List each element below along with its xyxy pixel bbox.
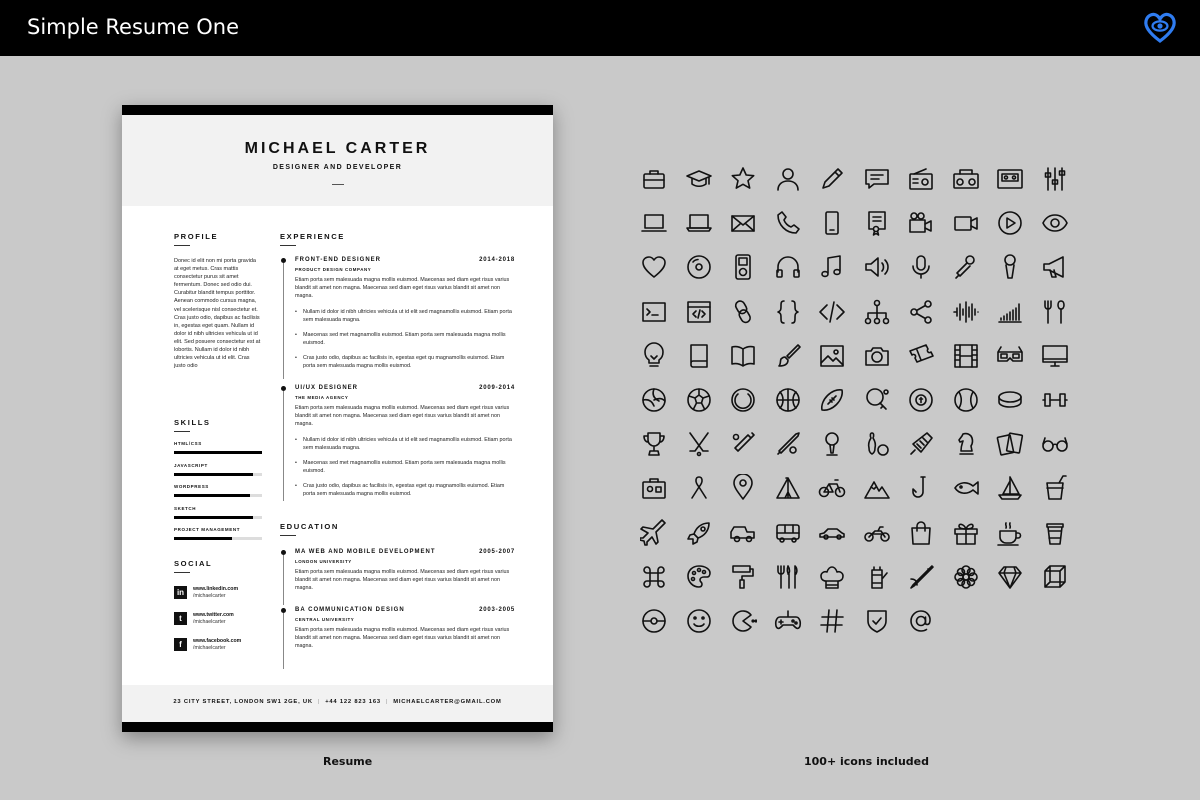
cassette-icon xyxy=(996,165,1024,193)
education-school: CENTRAL UNIVERSITY xyxy=(295,617,355,622)
camera-icon xyxy=(863,342,891,370)
jeep-icon xyxy=(729,519,757,547)
email: MICHAELCARTER@GMAIL.COM xyxy=(393,699,502,705)
page-title: Simple Resume One xyxy=(27,15,240,39)
header-divider xyxy=(332,184,344,185)
hashtag-icon xyxy=(818,607,846,635)
job-summary: Etiam porta sem malesuada magna mollis euismod. Maecenas sed diam eget risus varius blandit sit amet non magna. Maecenas sed diam eget risus varius blandit sit amet non magna. xyxy=(295,277,510,299)
gift-icon xyxy=(952,519,980,547)
cricket-icon xyxy=(729,430,757,458)
laptop-open-icon xyxy=(685,209,713,237)
job-bullet: • Nullam id dolor id nibh ultricies vehicula ut id elit sed magnamollis euismod. Etiam porta sem malesuada magna. xyxy=(295,437,515,453)
trophy-icon xyxy=(640,430,668,458)
phone: +44 122 823 163 xyxy=(325,699,381,705)
timeline-line xyxy=(283,555,284,605)
skill-name: SKETCH xyxy=(174,505,197,511)
link-icon xyxy=(729,298,757,326)
facebook-icon: f xyxy=(174,638,187,651)
top-rule xyxy=(122,105,553,115)
skill-bar xyxy=(174,537,262,540)
chef-hat-icon xyxy=(818,563,846,591)
cube-icon xyxy=(1041,563,1069,591)
job-bullet: • Maecenas sed met magnamollis euismod. Etiam porta sem malesuada magna mollis euismod. xyxy=(295,460,515,476)
radio-icon xyxy=(907,165,935,193)
sailboat-icon xyxy=(996,474,1024,502)
fish-icon xyxy=(952,474,980,502)
skill-name: WORDPRESS xyxy=(174,484,209,489)
education-text: Etiam porta sem malesuada magna mollis euismod. Maecenas sed diam eget risus varius blandit sit amet non magna. Maecenas sed diam eget risus varius blandit sit amet non magna. xyxy=(295,569,510,591)
skill-bar-fill xyxy=(174,516,253,519)
job-summary: Etiam porta sem malesuada magna mollis euismod. Maecenas sed diam eget risus varius blandit sit amet non magna. Maecenas sed diam eget risus varius blandit sit amet non magna. xyxy=(295,405,510,427)
profile-heading: PROFILE xyxy=(174,232,219,241)
cocktail-icon xyxy=(1041,474,1069,502)
video-camera-icon xyxy=(907,209,935,237)
cd-icon xyxy=(685,253,713,281)
playing-cards-icon xyxy=(996,430,1024,458)
diamond-icon xyxy=(996,563,1024,591)
education-text: Etiam porta sem malesuada magna mollis euismod. Maecenas sed diam eget risus varius blandit sit amet non magna. Maecenas sed diam eget risus varius blandit sit amet non magna. xyxy=(295,627,510,649)
skills-rule xyxy=(174,431,190,432)
image-icon xyxy=(818,342,846,370)
profile-rule xyxy=(174,245,190,246)
paint-roller-icon xyxy=(729,563,757,591)
sliders-icon xyxy=(1041,165,1069,193)
speaker-icon xyxy=(863,253,891,281)
suitcase-icon xyxy=(640,474,668,502)
3d-glasses-icon xyxy=(996,342,1024,370)
education-school: LONDON UNIVERSITY xyxy=(295,559,352,564)
chat-icon xyxy=(863,165,891,193)
chess-knight-icon xyxy=(952,430,980,458)
skill-name: PROJECT MANAGEMENT xyxy=(174,527,241,532)
education-dates: 2003-2005 xyxy=(479,607,515,613)
motorcycle-icon xyxy=(863,519,891,547)
resume-page xyxy=(122,105,553,732)
resume-name: MICHAEL CARTER xyxy=(244,140,431,157)
mountains-icon xyxy=(863,474,891,502)
skills-heading: SKILLS xyxy=(174,418,211,427)
skill-bar xyxy=(174,494,262,497)
cutlery-icon xyxy=(774,563,802,591)
job-bullet: • Cras justo odio, dapibus ac facilisis in, egestas eget qu magnamollis euismod. Etiam porta sem malesuada magna mollis euismod. xyxy=(295,483,515,499)
baseball-bat-icon xyxy=(774,430,802,458)
education-title: BA COMMUNICATION DESIGN xyxy=(295,607,405,613)
microphone-icon xyxy=(907,253,935,281)
megaphone-icon xyxy=(1041,253,1069,281)
resume-footer xyxy=(122,685,553,722)
car-icon xyxy=(818,519,846,547)
tent-icon xyxy=(774,474,802,502)
smartphone-icon xyxy=(818,209,846,237)
social-site: www.linkedin.com xyxy=(193,586,239,592)
timeline-line xyxy=(283,263,284,379)
hockey-puck-icon xyxy=(996,386,1024,414)
social-handle: /michaelcarter xyxy=(193,593,226,599)
linkedin-icon: in xyxy=(174,586,187,599)
basketball-icon xyxy=(774,386,802,414)
icon-grid xyxy=(640,165,1080,645)
envelope-icon xyxy=(729,209,757,237)
tennis-ball-icon xyxy=(729,386,757,414)
skill-bar-fill xyxy=(174,473,253,476)
skill-bar-fill xyxy=(174,494,250,497)
address: 23 CITY STREET, LONDON SW1 2GE, UK xyxy=(173,699,313,705)
sitemap-icon xyxy=(863,298,891,326)
ipod-icon xyxy=(729,253,757,281)
contact-line: 23 CITY STREET, LONDON SW1 2GE, UK | +44 122 823 163 | MICHAELCARTER@GMAIL.COM xyxy=(173,699,502,705)
job-bullet: • Nullam id dolor id nibh ultricies vehicula ut id elit sed magnamollis euismod. Etiam porta sem malesuada magna. xyxy=(295,309,515,325)
job-company: PRODUCT DESIGN COMPANY xyxy=(295,267,372,272)
bowling-icon xyxy=(863,430,891,458)
social-heading: SOCIAL xyxy=(174,559,213,568)
needle-icon xyxy=(907,563,935,591)
bottom-rule xyxy=(122,722,553,732)
timeline-line xyxy=(283,613,284,669)
skill-name: HTML/CSS xyxy=(174,441,202,446)
social-site: www.facebook.com xyxy=(193,638,242,644)
share-icon xyxy=(907,298,935,326)
job-dates: 2009-2014 xyxy=(479,385,515,391)
star-icon xyxy=(729,165,757,193)
heart-eye-logo-icon xyxy=(1142,10,1178,46)
book-icon xyxy=(685,342,713,370)
golf-icon xyxy=(818,430,846,458)
tools-icon xyxy=(1041,298,1069,326)
camcorder-icon xyxy=(952,209,980,237)
music-note-icon xyxy=(818,253,846,281)
eye-icon xyxy=(1041,209,1069,237)
bar-signal-icon xyxy=(996,298,1024,326)
sewing-icon xyxy=(863,563,891,591)
experience-rule xyxy=(280,245,296,246)
profile-text: Donec id elit non mi porta gravida at eget metus. Cras mattis consectetur purus sit amet fermentum. Donec sed odio dui. Curabitur blandit tempus porttitor. Aenean commodo cursus magna, vel scelerisque nisl consectetur et. Cras justo odio, dapibus ac facilisis in, egestas eget quam. Nullam id dolor id nibh ultricies vehicula ut id elit. Sed posuere consectetur est at lobortis. Nullam id dolor id nibh ultricies vehicula ut id elit. Cras justo odio xyxy=(174,258,261,370)
social-handle: /michaelcarter xyxy=(193,645,226,651)
job-title: UI/UX DESIGNER xyxy=(295,385,359,391)
map-pin-icon xyxy=(729,474,757,502)
graduation-cap-icon xyxy=(685,165,713,193)
mic-stand-icon xyxy=(952,253,980,281)
user-icon xyxy=(774,165,802,193)
job-title: FRONT-END DESIGNER xyxy=(295,257,382,263)
resume-caption: Resume xyxy=(323,755,373,768)
heart-icon xyxy=(640,253,668,281)
lightbulb-icon xyxy=(640,342,668,370)
play-icon xyxy=(996,209,1024,237)
film-strip-icon xyxy=(952,342,980,370)
ping-pong-icon xyxy=(863,386,891,414)
laptop-icon xyxy=(640,209,668,237)
at-sign-icon xyxy=(907,607,935,635)
phone-icon xyxy=(774,209,802,237)
social-item xyxy=(174,586,274,600)
baseball-icon xyxy=(952,386,980,414)
certificate-icon xyxy=(863,209,891,237)
command-icon xyxy=(640,563,668,591)
headphones-icon xyxy=(774,253,802,281)
gamepad-icon xyxy=(774,607,802,635)
job-company: THE MEDIA AGENCY xyxy=(295,395,349,400)
coffee-cup-icon xyxy=(996,519,1024,547)
curly-braces-icon xyxy=(774,298,802,326)
job-bullet: • Cras justo odio, dapibus ac facilisis in, egestas eget qu magnamollis euismod. Etiam porta sem malesuada magna mollis euismod. xyxy=(295,355,515,371)
top-bar xyxy=(0,0,1200,56)
briefcase-icon xyxy=(640,165,668,193)
social-handle: /michaelcarter xyxy=(193,619,226,625)
takeaway-cup-icon xyxy=(1041,519,1069,547)
volleyball-icon xyxy=(640,386,668,414)
education-heading: EDUCATION xyxy=(280,522,339,531)
job-dates: 2014-2018 xyxy=(479,257,515,263)
football-icon xyxy=(818,386,846,414)
resume-header xyxy=(122,115,553,206)
social-site: www.twitter.com xyxy=(193,612,234,618)
shield-icon xyxy=(863,607,891,635)
airplane-icon xyxy=(640,519,668,547)
icons-caption: 100+ icons included xyxy=(804,755,929,768)
boombox-icon xyxy=(952,165,980,193)
hockey-sticks-icon xyxy=(685,430,713,458)
skill-bar-fill xyxy=(174,537,232,540)
ticket-icon xyxy=(907,342,935,370)
skill-bar xyxy=(174,451,262,454)
social-rule xyxy=(174,572,190,573)
pokeball-icon xyxy=(640,607,668,635)
pacman-icon xyxy=(729,607,757,635)
flower-icon xyxy=(952,563,980,591)
education-dates: 2005-2007 xyxy=(479,549,515,555)
rocket-icon xyxy=(685,519,713,547)
handheld-mic-icon xyxy=(996,253,1024,281)
billiard-ball-icon xyxy=(907,386,935,414)
monitor-icon xyxy=(1041,342,1069,370)
skill-bar xyxy=(174,473,262,476)
dumbbell-icon xyxy=(1041,386,1069,414)
skill-bar xyxy=(174,516,262,519)
terminal-icon xyxy=(640,298,668,326)
job-bullet: • Maecenas sed met magnamollis euismod. Etiam porta sem malesuada magna mollis euismod. xyxy=(295,332,515,348)
glasses-icon xyxy=(1041,430,1069,458)
ribbon-icon xyxy=(685,474,713,502)
open-book-icon xyxy=(729,342,757,370)
code-icon xyxy=(818,298,846,326)
shuttlecock-icon xyxy=(907,430,935,458)
pencil-icon xyxy=(818,165,846,193)
social-item xyxy=(174,638,274,652)
education-rule xyxy=(280,535,296,536)
timeline-line xyxy=(283,391,284,501)
skill-bar-fill xyxy=(174,451,262,454)
bus-icon xyxy=(774,519,802,547)
twitter-icon: t xyxy=(174,612,187,625)
palette-icon xyxy=(685,563,713,591)
education-title: MA WEB AND MOBILE DEVELOPMENT xyxy=(295,549,436,555)
soccer-ball-icon xyxy=(685,386,713,414)
paint-brush-icon xyxy=(774,342,802,370)
fish-hook-icon xyxy=(907,474,935,502)
shopping-bag-icon xyxy=(907,519,935,547)
sound-wave-icon xyxy=(952,298,980,326)
social-item xyxy=(174,612,274,626)
experience-heading: EXPERIENCE xyxy=(280,232,345,241)
bicycle-icon xyxy=(818,474,846,502)
resume-role: DESIGNER AND DEVELOPER xyxy=(272,164,403,171)
skill-name: JAVASCRIPT xyxy=(174,462,208,468)
smiley-icon xyxy=(685,607,713,635)
code-window-icon xyxy=(685,298,713,326)
